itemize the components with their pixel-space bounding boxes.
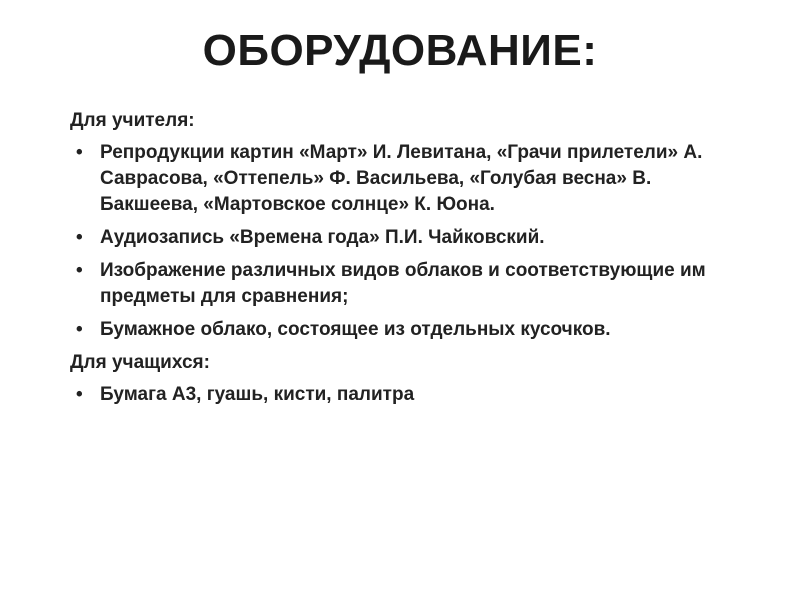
teacher-list (70, 140, 750, 343)
list-item (70, 258, 750, 310)
list-item (70, 317, 750, 343)
list-item-text: Аудиозапись «Времена года» П.И. Чайковский. (100, 227, 545, 248)
list-item-text: Бумага А3, гуашь, кисти, палитра (100, 384, 415, 405)
bullet-icon: • (76, 142, 83, 163)
bullet-icon: • (76, 384, 83, 405)
bullet-icon: • (76, 260, 83, 281)
list-item-text: Репродукции картин «Март» И. Левитана, «Грачи прилетели» А. Саврасова, «Оттепель» Ф. Васильева, «Голубая весна» В. Бакшеева, «Мартовское солнце» К. Юона. (100, 142, 703, 215)
slide-content (70, 108, 750, 415)
list-item (70, 140, 750, 218)
teacher-heading: Для учителя: (70, 110, 195, 131)
list-item (70, 225, 750, 251)
students-heading: Для учащихся: (70, 352, 210, 373)
list-item (70, 382, 750, 408)
students-list (70, 382, 750, 408)
list-item-text: Изображение различных видов облаков и соответствующие им предметы для сравнения; (100, 260, 706, 307)
bullet-icon: • (76, 319, 83, 340)
list-item-text: Бумажное облако, состоящее из отдельных кусочков. (100, 319, 611, 340)
slide-title: ОБОРУДОВАНИЕ: (202, 26, 598, 75)
bullet-icon: • (76, 227, 83, 248)
